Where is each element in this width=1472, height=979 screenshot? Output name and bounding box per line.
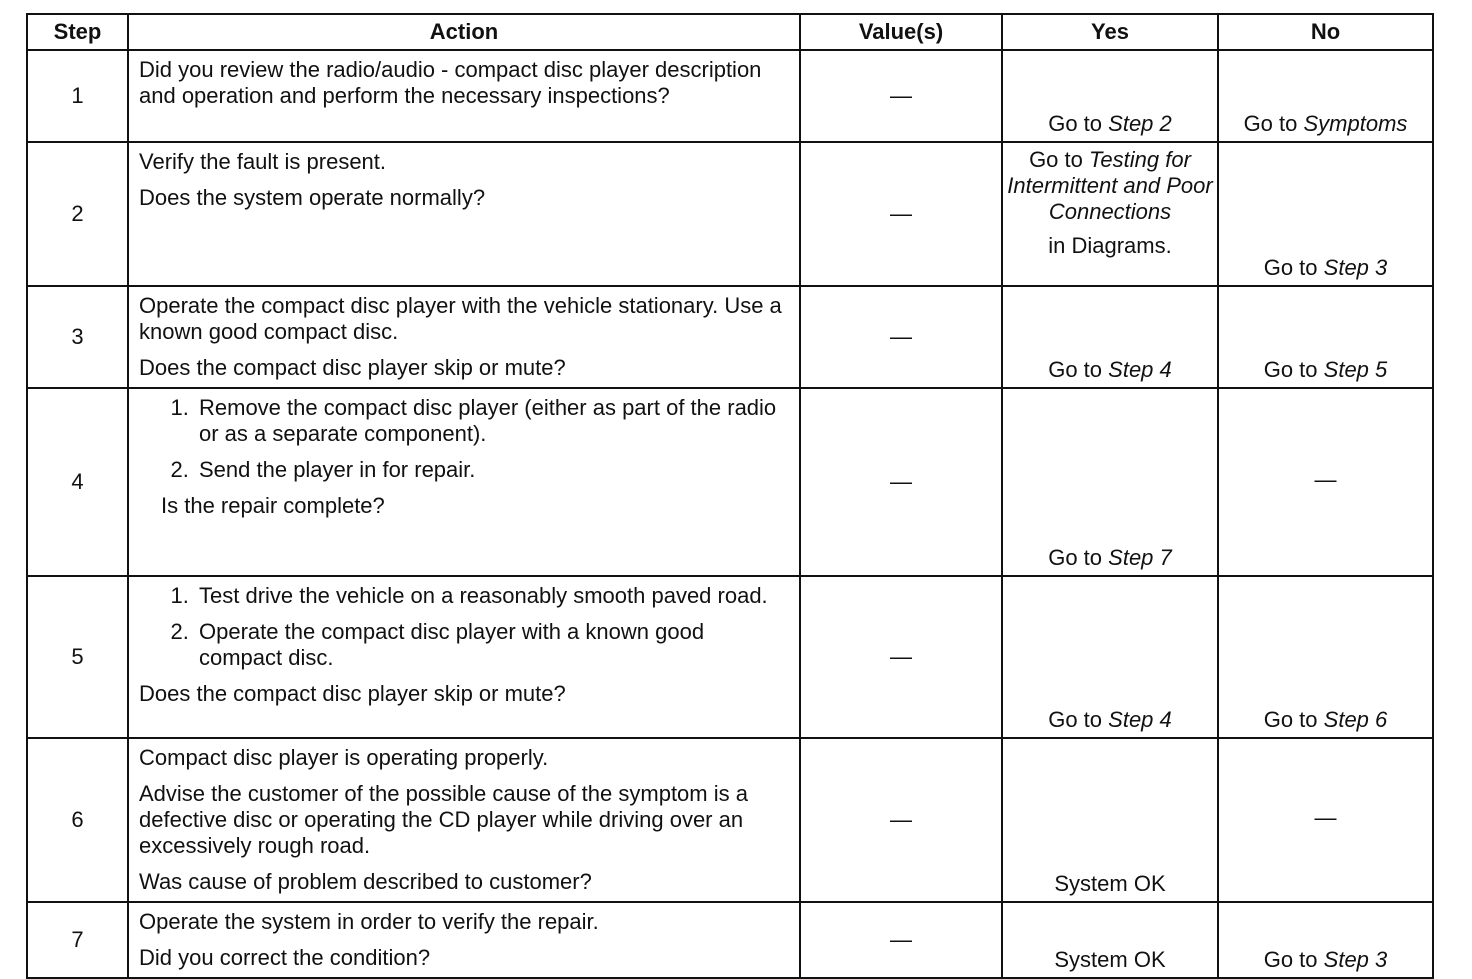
action-text: Operate the compact disc player with the vehicle stationary. Use a known good compact disc.: [139, 293, 782, 344]
step-number: 2: [27, 142, 128, 286]
no-cell: [1218, 142, 1433, 286]
header-row: [27, 14, 1433, 50]
action-text: Compact disc player is operating properly.: [139, 745, 549, 770]
no-prefix: Go to: [1243, 111, 1298, 136]
header-yes: Yes: [1002, 14, 1218, 50]
yes-prefix: Go to: [1048, 111, 1103, 136]
action-cell: [128, 286, 800, 388]
action-question: Is the repair complete?: [161, 493, 385, 518]
no-cell: [1218, 902, 1433, 978]
list-item: 2. Send the player in for repair.: [195, 457, 789, 483]
step-number: 7: [27, 902, 128, 978]
no-cell: —: [1218, 388, 1433, 576]
value-cell: —: [800, 738, 1002, 902]
action-cell: [128, 738, 800, 902]
yes-prefix: Go to: [1048, 707, 1103, 732]
action-text: Operate the system in order to verify the repair.: [139, 909, 599, 934]
yes-cell: [1002, 388, 1218, 576]
step-number: 5: [27, 576, 128, 738]
yes-link[interactable]: Step 7: [1108, 545, 1172, 570]
yes-cell: [1002, 576, 1218, 738]
yes-prefix: Go to: [1048, 545, 1103, 570]
yes-cell: [1002, 50, 1218, 142]
action-text: Advise the customer of the possible cause of the symptom is a defective disc or operating the CD player while driving over an excessively rough road.: [139, 781, 748, 858]
value-cell: —: [800, 142, 1002, 286]
yes-prefix: Go to: [1048, 357, 1103, 382]
action-cell: [128, 388, 800, 576]
table-row: [27, 738, 1433, 902]
no-prefix: Go to: [1263, 947, 1318, 972]
action-question: Does the compact disc player skip or mute?: [139, 355, 566, 380]
table-row: [27, 576, 1433, 738]
no-prefix: Go to: [1263, 357, 1318, 382]
step-number: 1: [27, 50, 128, 142]
no-cell: —: [1218, 738, 1433, 902]
action-cell: [128, 50, 800, 142]
table-row: [27, 286, 1433, 388]
table-row: [27, 902, 1433, 978]
no-prefix: Go to: [1263, 255, 1318, 280]
no-link[interactable]: Step 3: [1323, 947, 1388, 972]
header-step: Step: [27, 14, 128, 50]
action-question: Does the compact disc player skip or mute?: [139, 681, 566, 706]
no-link[interactable]: Step 3: [1323, 255, 1388, 280]
yes-link[interactable]: Step 4: [1108, 357, 1172, 382]
yes-link[interactable]: Testing for Intermittent and Poor Connections: [1007, 147, 1213, 224]
yes-cell: [1002, 142, 1218, 286]
action-text: Verify the fault is present.: [139, 149, 387, 174]
yes-link[interactable]: Step 4: [1108, 707, 1172, 732]
yes-suffix: in Diagrams.: [1048, 233, 1172, 258]
value-cell: —: [800, 50, 1002, 142]
value-cell: —: [800, 286, 1002, 388]
no-link[interactable]: Symptoms: [1303, 111, 1408, 136]
action-question: Did you correct the condition?: [139, 945, 431, 970]
no-link[interactable]: Step 6: [1323, 707, 1388, 732]
yes-link[interactable]: Step 2: [1108, 111, 1172, 136]
action-cell: [128, 902, 800, 978]
action-question: Does the system operate normally?: [139, 185, 486, 210]
yes-cell: System OK: [1002, 738, 1218, 902]
action-steps-list: [139, 395, 789, 483]
list-item: 1. Remove the compact disc player (either as part of the radio or as a separate component).: [195, 395, 789, 447]
step-number: 4: [27, 388, 128, 576]
no-cell: [1218, 576, 1433, 738]
header-values: Value(s): [800, 14, 1002, 50]
no-link[interactable]: Step 5: [1323, 357, 1388, 382]
value-cell: —: [800, 388, 1002, 576]
header-action: Action: [128, 14, 800, 50]
table-row: [27, 388, 1433, 576]
step-number: 3: [27, 286, 128, 388]
action-question: Was cause of problem described to customer?: [139, 869, 592, 894]
action-cell: [128, 576, 800, 738]
header-no: No: [1218, 14, 1433, 50]
no-cell: [1218, 286, 1433, 388]
action-steps-list: [139, 583, 789, 671]
action-cell: [128, 142, 800, 286]
no-prefix: Go to: [1263, 707, 1318, 732]
table-row: [27, 142, 1433, 286]
no-cell: [1218, 50, 1433, 142]
step-number: 6: [27, 738, 128, 902]
value-cell: —: [800, 576, 1002, 738]
action-text: Did you review the radio/audio - compact disc player description and operation and perform the necessary inspections?: [139, 57, 762, 108]
list-item: 2. Operate the compact disc player with a known good compact disc.: [195, 619, 789, 671]
table-row: [27, 50, 1433, 142]
yes-cell: [1002, 286, 1218, 388]
yes-prefix: Go to: [1029, 147, 1083, 172]
diagnostic-table: [26, 13, 1434, 979]
yes-cell: System OK: [1002, 902, 1218, 978]
value-cell: —: [800, 902, 1002, 978]
list-item: 1. Test drive the vehicle on a reasonably smooth paved road.: [195, 583, 789, 609]
